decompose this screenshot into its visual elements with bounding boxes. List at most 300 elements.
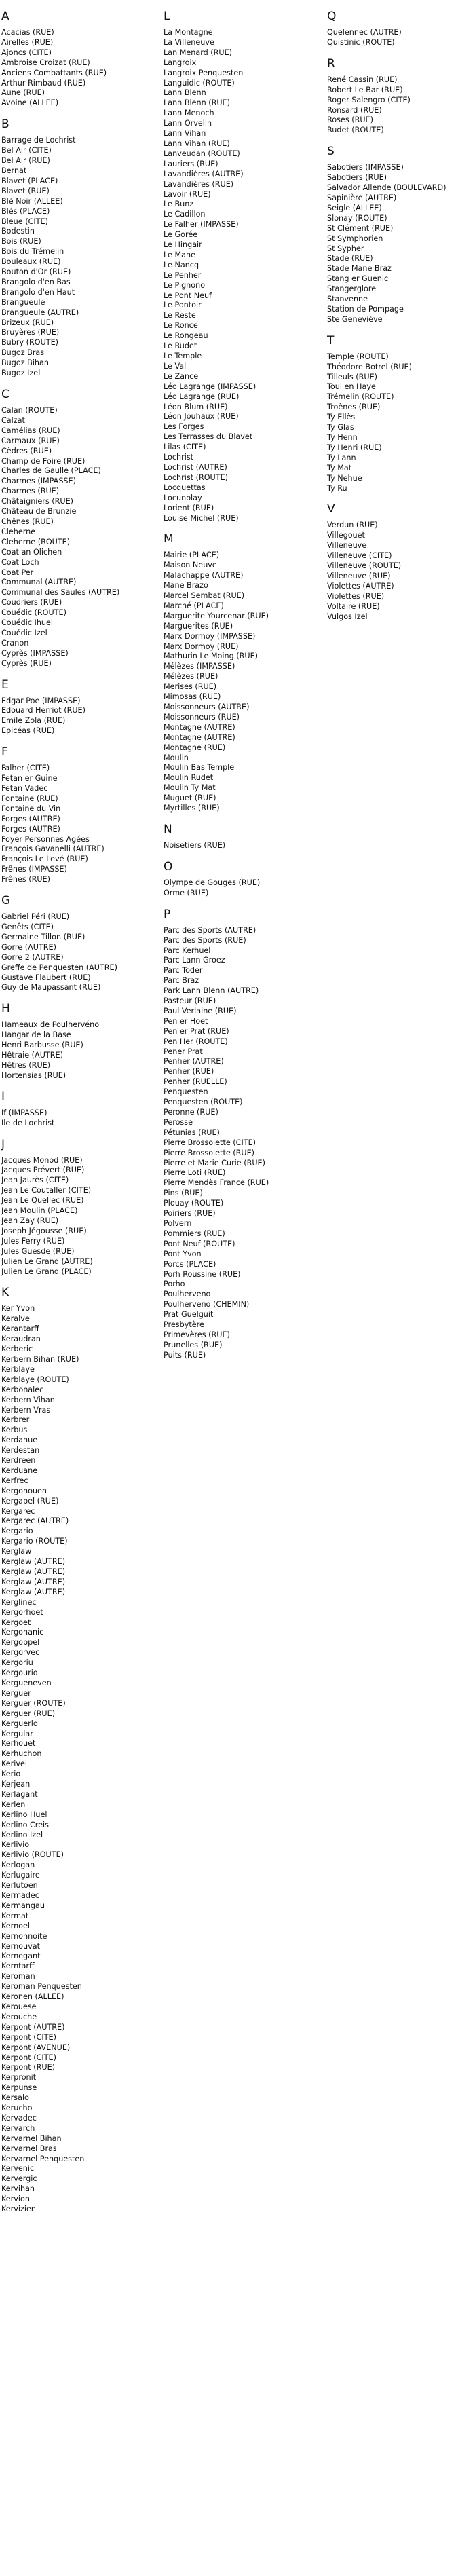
street-name: Lochrist (ROUTE) <box>164 472 229 482</box>
street-name: Moulin Ty Mat <box>164 783 216 793</box>
letter-section-p <box>164 908 306 1361</box>
section-letter-heading: V <box>327 502 335 517</box>
letter-section-m <box>164 532 306 814</box>
street-name: Kerlivio <box>1 1840 30 1850</box>
street-name: Lann Menoch <box>164 109 214 118</box>
street-name: Communal (AUTRE) <box>1 578 77 587</box>
street-name: Kerhouet <box>1 1739 36 1749</box>
street-name: La Montagne <box>164 28 213 37</box>
street-name: Genêts (CITE) <box>1 922 54 931</box>
street-name: Hêtres (RUE) <box>1 1060 51 1070</box>
street-name: Stangerglore <box>327 284 377 294</box>
letter-section-g <box>1 894 144 993</box>
street-name: Greffe de Penquesten (AUTRE) <box>1 963 117 972</box>
street-name: Le Bunz <box>164 200 194 209</box>
street-name: Kerglaw (AUTRE) <box>1 1567 66 1576</box>
street-name: Kerlen <box>1 1799 26 1809</box>
street-name: Le Hingair <box>164 240 202 250</box>
street-name: Parc des Sports (RUE) <box>164 935 246 945</box>
letter-section-r <box>327 57 458 136</box>
street-name: Gorre 2 (AUTRE) <box>1 952 64 962</box>
street-name: Rudet (ROUTE) <box>327 126 384 135</box>
letter-section-e <box>1 678 144 737</box>
street-name: Cranon <box>1 638 29 648</box>
street-name: Hortensias (RUE) <box>1 1070 66 1080</box>
street-name: Parc Braz <box>164 976 199 986</box>
letter-section-v <box>327 502 458 622</box>
street-name: Château de Brunzie <box>1 507 77 517</box>
street-name: Kervarnel Penquesten <box>1 2154 85 2163</box>
street-name: Fetan er Guine <box>1 774 58 783</box>
street-list <box>1 764 144 885</box>
street-name: Kernouvat <box>1 1941 40 1951</box>
street-name: Prunelles (RUE) <box>164 1340 223 1349</box>
street-name: Toul en Haye <box>327 382 376 392</box>
street-name: Moulin Rudet <box>164 773 214 783</box>
street-name: Kerglaw (AUTRE) <box>1 1577 66 1586</box>
street-name: Kerbern Bihan (RUE) <box>1 1354 79 1364</box>
street-name: Jean Le Coutaller (CITE) <box>1 1186 92 1195</box>
street-name: Julien Le Grand (AUTRE) <box>1 1256 93 1266</box>
street-name: Languidic (ROUTE) <box>164 78 235 88</box>
street-name: Villeneuve (ROUTE) <box>327 561 402 571</box>
street-name: Le Mane <box>164 250 195 259</box>
street-name: Pont Neuf (ROUTE) <box>164 1239 235 1248</box>
street-name: Kerbern Vihan <box>1 1395 55 1404</box>
street-name: Primevères (RUE) <box>164 1330 230 1339</box>
street-list <box>164 550 306 814</box>
street-name: Bugoz Izel <box>1 369 41 378</box>
street-name: Langroix Penquesten <box>164 68 244 77</box>
street-name: Kersalo <box>1 2093 29 2103</box>
street-name: Le Pignono <box>164 280 206 290</box>
street-name: Marché (PLACE) <box>164 601 224 610</box>
street-name: Fetan Vadec <box>1 784 48 793</box>
street-name: Slonay (ROUTE) <box>327 213 387 223</box>
street-name: Forges (AUTRE) <box>1 824 60 834</box>
street-name: Cyprès (RUE) <box>1 658 52 668</box>
street-name: Bugoz Bras <box>1 348 45 358</box>
section-letter-heading: A <box>1 10 9 23</box>
street-name: Sapinière (AUTRE) <box>327 193 397 202</box>
section-letter-heading: H <box>1 1002 10 1016</box>
street-list <box>164 28 306 523</box>
street-name: François Gavanelli (AUTRE) <box>1 844 104 854</box>
street-name: Léon Blum (RUE) <box>164 402 228 411</box>
section-letter-heading: L <box>164 10 170 23</box>
letter-section-j <box>1 1138 144 1277</box>
street-name: Le Val <box>164 361 187 371</box>
street-list <box>1 1108 144 1129</box>
street-name: Kergarec <box>1 1506 35 1516</box>
street-name: Maison Neuve <box>164 561 217 570</box>
street-name: Noisetiers (RUE) <box>164 840 226 850</box>
street-name: Cyprès (IMPASSE) <box>1 648 69 658</box>
street-name: Parc Toder <box>164 966 203 975</box>
street-name: Station de Pompage <box>327 304 404 314</box>
street-name: Seigle (ALLEE) <box>327 203 382 212</box>
street-name: Kergario (ROUTE) <box>1 1537 68 1546</box>
street-name: Kerguer <box>1 1688 31 1698</box>
street-name: Kerjean <box>1 1780 31 1789</box>
street-name: Locquettas <box>164 483 206 492</box>
street-name: Kerbrer <box>1 1415 30 1425</box>
letter-section-q <box>327 10 458 48</box>
street-name: Kergorhoet <box>1 1607 43 1617</box>
street-name: Kergueneven <box>1 1678 52 1687</box>
section-letter-heading: N <box>164 822 172 836</box>
street-name: Moulin <box>164 753 189 762</box>
street-name: Ste Geneviève <box>327 314 383 324</box>
street-name: Lavandières (RUE) <box>164 179 234 189</box>
street-name: St Symphorien <box>327 234 383 243</box>
street-name: Villeneuve (CITE) <box>327 551 392 561</box>
street-name: Mathurin Le Moing (RUE) <box>164 652 259 661</box>
street-list <box>327 75 458 136</box>
section-letter-heading: T <box>327 333 335 348</box>
street-name: Hameaux de Poulhervéno <box>1 1020 100 1030</box>
street-name: Kervizien <box>1 2205 36 2214</box>
letter-section-o <box>164 860 306 899</box>
street-name: Lann Vihan (RUE) <box>164 138 230 148</box>
street-name: Parc Lann Groez <box>164 956 225 965</box>
street-name: Bel Air (CITE) <box>1 146 52 155</box>
street-name: Edgar Poe (IMPASSE) <box>1 696 81 705</box>
street-name: Keroman <box>1 1972 35 1981</box>
street-name: Poiriers (RUE) <box>164 1209 216 1218</box>
street-name: Brangolo d'en Haut <box>1 287 75 297</box>
street-name: Quistinic (ROUTE) <box>327 37 395 47</box>
letter-section-h <box>1 1002 144 1081</box>
street-name: Hangar de la Base <box>1 1030 71 1040</box>
street-name: Lan Menard (RUE) <box>164 48 233 57</box>
street-name: Jean Le Quellec (RUE) <box>1 1196 84 1206</box>
street-name: Léo Lagrange (RUE) <box>164 392 240 401</box>
section-letter-heading: P <box>164 907 171 921</box>
street-name: Kerouche <box>1 2012 37 2021</box>
street-name: Poulherveno (CHEMIN) <box>164 1300 250 1309</box>
street-name: Kerlagant <box>1 1789 38 1799</box>
street-name: Kerio <box>1 1770 21 1779</box>
street-name: Blavet (RUE) <box>1 186 50 195</box>
street-list <box>327 163 458 325</box>
street-name: Kerantarff <box>1 1324 39 1334</box>
street-name: Kergario <box>1 1527 33 1536</box>
street-name: Kervion <box>1 2195 30 2204</box>
street-name: Kerdreen <box>1 1456 36 1466</box>
street-name: Orme (RUE) <box>164 888 209 897</box>
street-name: Penher (RUE) <box>164 1067 214 1077</box>
street-name: Communal des Saules (AUTRE) <box>1 588 120 597</box>
street-name: Louise Michel (RUE) <box>164 513 239 523</box>
street-name: Salvador Allende (BOULEVARD) <box>327 183 446 193</box>
street-name: Pins (RUE) <box>164 1189 203 1198</box>
street-name: Jacques Monod (RUE) <box>1 1155 83 1165</box>
street-name: Frênes (IMPASSE) <box>1 865 67 874</box>
street-name: Verdun (RUE) <box>327 521 378 530</box>
street-name: Peronne (RUE) <box>164 1108 218 1117</box>
street-name: Pen er Prat (RUE) <box>164 1026 229 1036</box>
street-name: Calzat <box>1 415 25 425</box>
street-name: Mimosas (RUE) <box>164 692 221 702</box>
street-name: Muguet (RUE) <box>164 794 216 803</box>
street-name: Julien Le Grand (PLACE) <box>1 1267 92 1276</box>
street-name: Montagne (AUTRE) <box>164 722 235 732</box>
street-name: Ile de Lochrist <box>1 1118 55 1127</box>
street-name: Moissonneurs (AUTRE) <box>164 703 250 711</box>
street-name: Kerguer (ROUTE) <box>1 1698 66 1708</box>
street-name: Marx Dormoy (IMPASSE) <box>164 631 256 641</box>
street-name: Ty Ru <box>327 483 347 493</box>
street-name: Kerpont (AVENUE) <box>1 2042 71 2052</box>
street-name: Charmes (IMPASSE) <box>1 477 76 486</box>
street-list <box>1 406 144 669</box>
street-name: Jules Ferry (RUE) <box>1 1236 65 1246</box>
street-name: Porho <box>164 1280 185 1289</box>
street-name: Théodore Botrel (RUE) <box>327 362 412 371</box>
street-name: Kerpont (CITE) <box>1 2053 56 2062</box>
street-name: François Le Levé (RUE) <box>1 855 88 864</box>
street-name: Stanvenne <box>327 295 368 304</box>
street-name: Gustave Flaubert (RUE) <box>1 973 91 982</box>
street-name: Châtaigniers (RUE) <box>1 497 74 506</box>
street-name: Penquesten (ROUTE) <box>164 1098 243 1107</box>
street-name: Sabotiers (RUE) <box>327 173 387 183</box>
street-name: Cleherne (ROUTE) <box>1 537 71 546</box>
street-name: Poulherveno <box>164 1290 211 1299</box>
street-name: Kernoel <box>1 1921 30 1930</box>
street-name: Kerpont (RUE) <box>1 2063 56 2072</box>
street-name: Roses (RUE) <box>327 115 373 125</box>
street-name: Brangolo d'en Bas <box>1 277 71 286</box>
street-name: Léon Jouhaux (RUE) <box>164 412 239 422</box>
street-name: Kerglaw <box>1 1547 32 1556</box>
section-letter-heading: K <box>1 1286 9 1300</box>
street-name: Porcs (PLACE) <box>164 1259 216 1269</box>
street-name: Troènes (RUE) <box>327 403 381 412</box>
street-name: Frênes (RUE) <box>1 875 50 884</box>
street-name: Germaine Tillon (RUE) <box>1 932 85 941</box>
street-name: Kergular <box>1 1729 33 1738</box>
street-name: Marx Dormoy (RUE) <box>164 641 239 651</box>
letter-section-n <box>164 823 306 851</box>
street-name: Emile Zola (RUE) <box>1 716 66 726</box>
street-name: Charles de Gaulle (PLACE) <box>1 466 101 476</box>
street-name: Lorient (RUE) <box>164 503 214 512</box>
street-name: Bleue (CITE) <box>1 217 48 226</box>
street-name: Kerberic <box>1 1345 33 1354</box>
street-name: Roger Salengro (CITE) <box>327 95 411 105</box>
section-letter-heading: I <box>1 1089 5 1104</box>
section-letter-heading: S <box>327 145 335 159</box>
street-name: Keralve <box>1 1314 30 1324</box>
street-name: Charmes (RUE) <box>1 487 60 496</box>
street-name: Ty Ellès <box>327 413 356 422</box>
street-name: Falher (CITE) <box>1 764 50 773</box>
street-name: Epicéas (RUE) <box>1 726 55 736</box>
street-name: Penher (AUTRE) <box>164 1057 224 1066</box>
letter-section-c <box>1 388 144 669</box>
street-name: Gorre (AUTRE) <box>1 942 56 952</box>
section-letter-heading: G <box>1 894 11 908</box>
street-name: Keroman Penquesten <box>1 1982 82 1992</box>
street-name: Penquesten <box>164 1087 208 1097</box>
street-name: Lochrist (AUTRE) <box>164 462 227 472</box>
street-name: Lann Vihan <box>164 129 206 138</box>
street-name: Coat Loch <box>1 557 39 567</box>
section-letter-heading: O <box>164 859 173 874</box>
street-name: Sabotiers (IMPASSE) <box>327 163 404 172</box>
street-name: Kerglaw (AUTRE) <box>1 1557 66 1567</box>
street-name: Kervihan <box>1 2184 35 2194</box>
street-name: Kergonouen <box>1 1486 47 1495</box>
street-name: Bouton d'Or (RUE) <box>1 267 71 277</box>
street-name: Cèdres (RUE) <box>1 446 52 455</box>
street-name: Bois du Trémelin <box>1 247 64 257</box>
street-name: Pétunias (RUE) <box>164 1127 220 1137</box>
street-name: Kergapel (RUE) <box>1 1496 59 1506</box>
street-name: Bubry (ROUTE) <box>1 338 59 348</box>
street-name: Kergoet <box>1 1618 31 1627</box>
letter-section-i <box>1 1090 144 1129</box>
street-name: René Cassin (RUE) <box>327 75 398 84</box>
street-name: Arthur Rimbaud (RUE) <box>1 78 86 88</box>
street-name: Paul Verlaine (RUE) <box>164 1006 237 1015</box>
street-name: Kergoppel <box>1 1638 40 1647</box>
street-list <box>164 926 306 1361</box>
street-name: Kerbus <box>1 1425 28 1435</box>
street-name: Bel Air (RUE) <box>1 156 50 166</box>
street-name: Stade (RUE) <box>327 254 373 263</box>
street-name: Le Cadillon <box>164 210 206 219</box>
street-name: Joseph Jégousse (RUE) <box>1 1226 87 1235</box>
street-name: Temple (ROUTE) <box>327 352 389 361</box>
street-name: Pasteur (RUE) <box>164 996 216 1006</box>
street-name: Kerntarff <box>1 1962 35 1971</box>
street-name: Le Pontoir <box>164 301 202 310</box>
street-name: Fontaine du Vin <box>1 804 61 813</box>
street-name: Quelennec (AUTRE) <box>327 28 402 37</box>
street-name: Keraudran <box>1 1334 41 1344</box>
street-name: Kerlivio (ROUTE) <box>1 1850 64 1860</box>
street-name: Kergonanic <box>1 1628 44 1637</box>
street-name: Le Nancq <box>164 260 199 269</box>
street-name: Kerpont (CITE) <box>1 2032 56 2042</box>
street-name: Ty Lann <box>327 453 356 462</box>
street-name: Chênes (RUE) <box>1 517 54 526</box>
street-name: St Clément (RUE) <box>327 223 394 233</box>
street-name: Ty Henn <box>327 433 358 442</box>
street-name: Cleherne <box>1 527 36 536</box>
street-name: Penher (RUELLE) <box>164 1077 227 1087</box>
street-name: St Sypher <box>327 244 364 253</box>
street-name: Le Gorée <box>164 230 198 240</box>
street-name: Kervenic <box>1 2164 35 2173</box>
street-name: Le Temple <box>164 352 202 360</box>
street-list <box>327 352 458 494</box>
street-name: Acacias (RUE) <box>1 28 54 37</box>
street-name: Couédic Ihuel <box>1 618 54 628</box>
street-name: Le Falher (IMPASSE) <box>164 220 239 229</box>
street-name: Les Forges <box>164 422 204 432</box>
street-name: Voltaire (RUE) <box>327 601 380 611</box>
street-name: Champ de Foire (RUE) <box>1 456 85 466</box>
street-name: Lann Blenn (RUE) <box>164 98 230 108</box>
street-name: Presbytère <box>164 1320 204 1330</box>
street-index-column-2 <box>164 10 306 1370</box>
street-list <box>1 1156 144 1277</box>
street-name: Kerpronit <box>1 2073 37 2083</box>
street-name: Calan (ROUTE) <box>1 406 58 415</box>
street-name: Kerblaye (ROUTE) <box>1 1375 69 1384</box>
street-name: Hêtraie (AUTRE) <box>1 1051 63 1060</box>
street-name: Violettes (AUTRE) <box>327 581 394 591</box>
street-name: Kergorvec <box>1 1648 40 1658</box>
street-name: Coat Per <box>1 567 34 577</box>
letter-section-a <box>1 10 144 109</box>
section-letter-heading: F <box>1 745 8 760</box>
street-name: Blé Noir (ALLEE) <box>1 196 63 206</box>
street-name: Kerglaw (AUTRE) <box>1 1587 66 1597</box>
street-name: Lilas (CITE) <box>164 443 206 452</box>
street-name: Stade Mane Braz <box>327 264 392 274</box>
street-name: Bois (RUE) <box>1 237 41 246</box>
street-name: Kergoriu <box>1 1658 33 1668</box>
street-name: Marguerite Yourcenar (RUE) <box>164 611 269 620</box>
street-name: Kerivel <box>1 1759 27 1769</box>
street-name: Anciens Combattants (RUE) <box>1 68 107 77</box>
street-name: Jean Zay (RUE) <box>1 1216 59 1225</box>
street-name: Jules Guesde (RUE) <box>1 1246 75 1256</box>
street-name: Kerlino Creis <box>1 1820 49 1829</box>
street-name: Merises (RUE) <box>164 682 217 692</box>
street-name: Malachappe (AUTRE) <box>164 571 244 580</box>
street-name: Kerlutoen <box>1 1881 38 1890</box>
street-name: Lavandières (AUTRE) <box>164 169 244 179</box>
letter-section-l <box>164 10 306 523</box>
street-list <box>327 521 458 622</box>
street-name: Pierre et Marie Curie (RUE) <box>164 1158 265 1168</box>
section-letter-heading: B <box>1 117 9 132</box>
street-name: Bugoz Bihan <box>1 358 49 368</box>
section-letter-heading: E <box>1 677 9 692</box>
street-name: Bouleaux (RUE) <box>1 257 61 267</box>
street-list <box>164 841 306 851</box>
street-name: Pont Yvon <box>164 1249 202 1258</box>
street-name: Marcel Sembat (RUE) <box>164 591 245 601</box>
street-list <box>164 878 306 899</box>
street-name: Henri Barbusse (RUE) <box>1 1041 83 1050</box>
street-name: Moulin Bas Temple <box>164 763 235 772</box>
section-letter-heading: Q <box>327 10 337 23</box>
street-name: Locunolay <box>164 493 202 502</box>
street-name: Kerdanue <box>1 1436 38 1445</box>
street-name: Camélias (RUE) <box>1 426 60 435</box>
street-name: Stang er Guenic <box>327 274 389 284</box>
street-name: Kergourio <box>1 1668 38 1678</box>
street-name: Kerguer (RUE) <box>1 1709 56 1718</box>
street-name: Aune (RUE) <box>1 88 45 98</box>
street-name: Mane Brazo <box>164 581 208 591</box>
street-name: Edouard Herriot (RUE) <box>1 706 85 715</box>
street-name: Kernegant <box>1 1952 41 1961</box>
street-name: Carmaux (RUE) <box>1 436 60 445</box>
street-name: Langroix <box>164 58 197 67</box>
street-name: Bodestin <box>1 227 35 236</box>
street-name: Ty Henri (RUE) <box>327 443 382 452</box>
street-name: Kerdestan <box>1 1446 40 1455</box>
street-name: Ronsard (RUE) <box>327 105 382 115</box>
